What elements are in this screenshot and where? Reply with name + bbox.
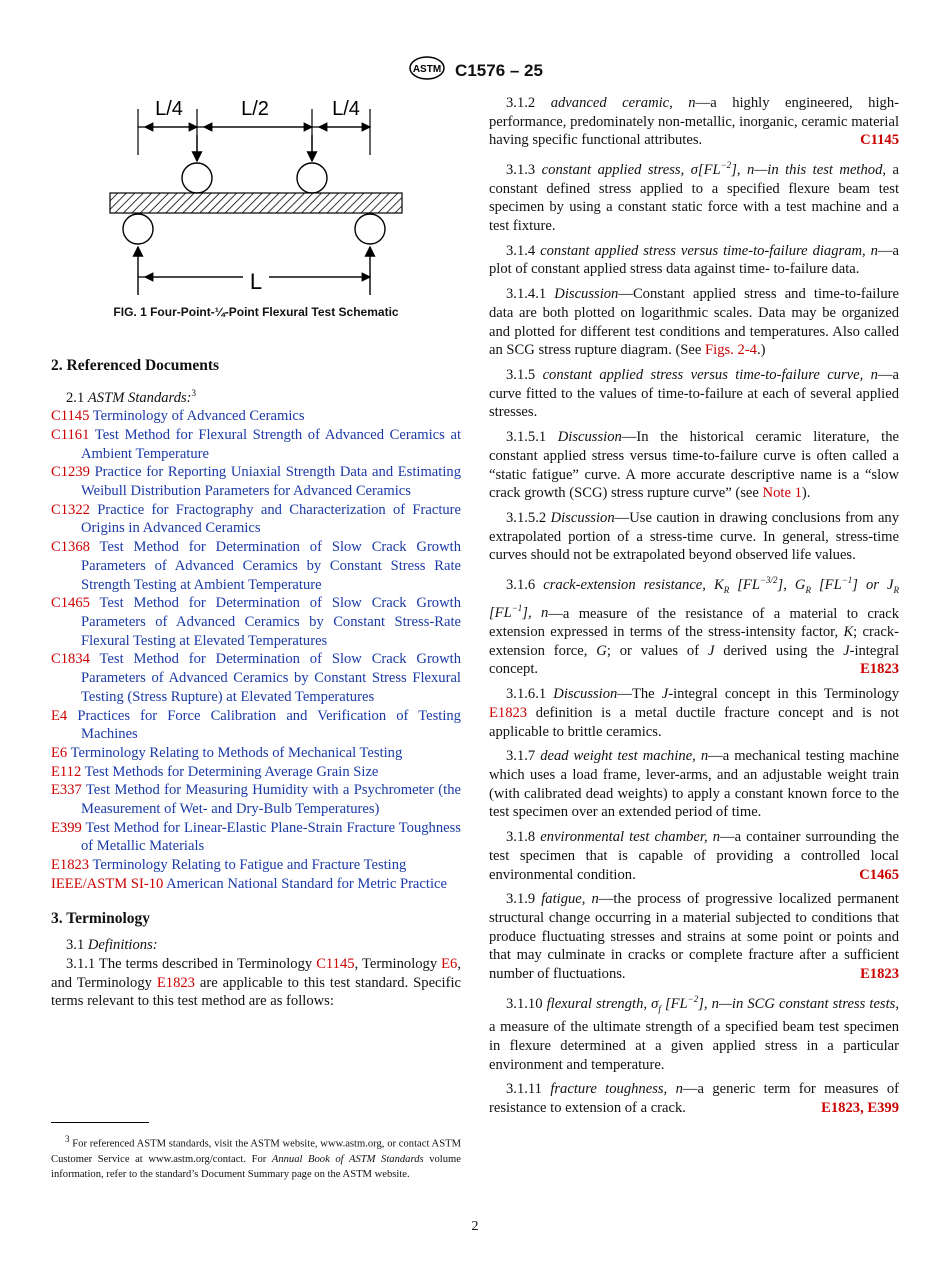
link-e1823[interactable]: E1823	[156, 974, 195, 991]
reference-code[interactable]: C1161	[51, 426, 90, 443]
reference-code[interactable]: C1368	[51, 539, 90, 556]
tag-c1145[interactable]: C1145	[860, 132, 899, 149]
paragraph-3-1-5: 3.1.5 constant applied stress versus time-to-failure curve, n—a curve fitted to the values of time-to-failure at each of several applied stresses.	[489, 367, 899, 421]
link-e1823-inline[interactable]: E1823	[489, 704, 528, 721]
reference-item[interactable]	[51, 856, 461, 875]
reference-code[interactable]: C1239	[51, 464, 90, 481]
paragraph-3-1-11: 3.1.11 fracture toughness, n—a generic term for measures of resistance to extension of a crack. E1823, E399	[489, 1081, 900, 1116]
reference-item[interactable]	[51, 744, 461, 763]
reference-code[interactable]: C1465	[51, 595, 90, 612]
reference-item[interactable]	[51, 707, 461, 744]
dim-label-center: L/2	[241, 98, 269, 120]
footnote-rule	[51, 1122, 149, 1123]
paragraph-3-1-9: 3.1.9 fatigue, n—the process of progressive localized permanent structural change occurring in a material subjected to conditions that produce fluctuating stresses and strains at some point or points and that may culminate in cracks or complete fracture after a sufficient number of fluctuations. E1823	[489, 891, 899, 983]
tag-e1823[interactable]: E1823	[860, 661, 899, 678]
reference-code[interactable]: C1145	[51, 408, 90, 425]
paragraph-3-1-1: 3.1.1 The terms described in Terminology C1145, Terminology E6, and Terminology E1823 are applicable to this test standard. Specific terms relevant to this test method are as follows:	[51, 955, 462, 1010]
paragraph-3-1-3: 3.1.3 constant applied stress, $\sigma[FL^{-2}]$, n—in this test method, a constant defined stress applied to a specified flexure beam test specimen by using a constant static force with a test machine and a test fixture.	[489, 160, 899, 235]
reference-title[interactable]: Terminology Relating to Fatigue and Fracture Testing	[92, 857, 407, 874]
paragraph-3-1-5-2: 3.1.5.2 Discussion—Use caution in drawing conclusions from any extrapolated portion of a stress-time curve. In general, stress-time curves should not be extrapolated beyond observed life values.	[489, 509, 900, 564]
right-column	[489, 94, 899, 1124]
dim-label-left: L/4	[155, 98, 183, 120]
reference-list	[51, 407, 461, 893]
reference-title[interactable]: Test Methods for Determining Average Grain Size	[84, 763, 379, 780]
tag-c1465[interactable]: C1465	[859, 866, 899, 883]
reference-code[interactable]: C1834	[51, 651, 90, 668]
link-e6[interactable]: E6	[441, 955, 458, 972]
reference-code[interactable]: C1322	[51, 501, 90, 518]
reference-code[interactable]: E112	[51, 763, 82, 780]
link-figs-2-4[interactable]: Figs. 2-4	[705, 342, 757, 359]
reference-item[interactable]	[51, 781, 461, 818]
reference-item[interactable]	[51, 501, 461, 538]
section-2-heading: 2. Referenced Documents	[51, 357, 220, 374]
reference-item[interactable]	[51, 875, 461, 894]
tag-e1823-e399[interactable]: E1823, E399	[821, 1100, 899, 1116]
reference-title[interactable]: Terminology of Advanced Ceramics	[92, 408, 305, 425]
reference-code[interactable]: E337	[51, 782, 82, 799]
reference-code[interactable]: E4	[51, 707, 68, 724]
reference-title[interactable]: Test Method for Linear-Elastic Plane-Strain Fracture Toughness of Metallic Materials	[81, 819, 461, 855]
reference-title[interactable]: Practice for Reporting Uniaxial Strength Data and Estimating Weibull Distribution Parameters for Advanced Ceramics	[81, 464, 461, 500]
reference-item[interactable]	[51, 407, 461, 426]
reference-title[interactable]: Terminology Relating to Methods of Mechanical Testing	[70, 744, 403, 761]
paragraph-3-1-5-1: 3.1.5.1 Discussion—In the historical ceramic literature, the constant applied stress versus time-to-failure curve is often called a “static fatigue” curve. A more accurate descriptive name is a “slow crack growth (SCG) stress rupture curve” (see Note 1).	[489, 429, 899, 502]
reference-title[interactable]: American National Standard for Metric Practice	[166, 875, 447, 892]
paragraph-3-1-2: 3.1.2 advanced ceramic, n—a highly engineered, high-performance, predominately non-metallic, inorganic, ceramic material having specific functional attributes. C1145	[489, 95, 899, 149]
reference-title[interactable]: Test Method for Determination of Slow Crack Growth Parameters of Advanced Ceramics by Constant Stress-Rate Flexural Testing at Elevated Temperatures	[81, 595, 461, 649]
footnote: $^3$ For referenced ASTM standards, visit the ASTM website, www.astm.org, or contact ASTM Customer Service at www.astm.org/contact. For Annual Book of ASTM Standards volume information, refer to the standard’s Document Summary page on the ASTM website.	[51, 1134, 461, 1180]
reference-code[interactable]: E6	[51, 744, 68, 761]
astm-logo-icon	[407, 56, 447, 85]
dim-label-right: L/4	[332, 98, 360, 120]
section-3-1: 3.1 Definitions:	[66, 937, 158, 954]
reference-code[interactable]: IEEE/ASTM SI-10	[51, 875, 164, 892]
span-label: L	[249, 269, 263, 294]
reference-item[interactable]	[51, 819, 461, 856]
reference-code[interactable]: E399	[51, 819, 82, 836]
reference-item[interactable]	[51, 463, 461, 500]
reference-title[interactable]: Test Method for Flexural Strength of Advanced Ceramics at Ambient Temperature	[81, 426, 461, 462]
reference-title[interactable]: Test Method for Measuring Humidity with a Psychrometer (the Measurement of Wet- and Dry-Bulb Temperatures)	[81, 782, 461, 818]
reference-code[interactable]: E1823	[51, 857, 90, 874]
tag-e1823-fatigue[interactable]: E1823	[860, 966, 899, 983]
figure-caption: FIG. 1 Four-Point-¼-Point Flexural Test Schematic	[113, 305, 399, 319]
paragraph-3-1-8: 3.1.8 environmental test chamber, n—a container surrounding the test specimen that is capable of providing a controlled local environmental condition. C1465	[489, 829, 900, 883]
reference-item[interactable]	[51, 426, 461, 463]
paragraph-3-1-10: 3.1.10 flexural strength, $\sigma_f$ $[FL^{-2}]$, n—in SCG constant stress tests, a measure of the ultimate strength of a specified beam test specimen in flexure determined at a given applied stress in a particular environment and temperature.	[489, 993, 900, 1073]
section-3-heading: 3. Terminology	[51, 909, 151, 927]
reference-item[interactable]	[51, 594, 461, 650]
reference-item[interactable]	[51, 650, 461, 706]
paragraph-3-1-4-1: 3.1.4.1 Discussion—Constant applied stress and time-to-failure data are both plotted on logarithmic scales. Data may be organized and plotted for different test conditions and temperatures. Also called an SCG stress rupture diagram. (See Figs. 2-4.)	[489, 286, 900, 359]
link-c1145[interactable]: C1145	[316, 955, 355, 972]
left-column	[51, 357, 461, 1011]
reference-title[interactable]: Test Method for Determination of Slow Crack Growth Parameters of Advanced Ceramics by Constant Stress Flexural Testing (Stress Rupture) at Elevated Temperatures	[81, 651, 461, 705]
paragraph-3-1-6-1: 3.1.6.1 Discussion—The J-integral concept in this Terminology E1823 definition is a metal ductile fracture concept and is not applicable to brittle ceramics.	[489, 686, 899, 740]
reference-item[interactable]	[51, 763, 461, 782]
svg-text:ASTM: ASTM	[412, 64, 442, 75]
section-2-1: 2.1 ASTM Standards:$^3$	[66, 387, 197, 406]
paragraph-3-1-7: 3.1.7 dead weight test machine, n—a mechanical testing machine which uses a load frame, lever-arms, and an adjustable weight train (with calibrated dead weights) to apply a constant known force to the test specimen over an extended period of time.	[489, 748, 899, 821]
reference-item[interactable]	[51, 538, 461, 594]
four-point-bend-schematic	[105, 95, 410, 300]
page-number: 2	[471, 1219, 479, 1234]
standard-designation: C1576 – 25	[455, 60, 543, 80]
paragraph-3-1-6: 3.1.6 crack-extension resistance, $K_R$ $[FL^{-3/2}]$, $G_R$ $[FL^{-1}]$ or $J_R$ $[FL^{-1}]$, n—a measure of the resistance of a material to crack extension expressed in terms of the stress-intensity factor, K; crack-extension force, G; or values of J derived using the J-integral concept. E1823	[489, 575, 900, 678]
page-header	[0, 56, 950, 82]
reference-title[interactable]: Practice for Fractography and Characterization of Fracture Origins in Advanced Ceramics	[81, 501, 462, 537]
reference-title[interactable]: Test Method for Determination of Slow Crack Growth Parameters of Advanced Ceramics by Constant Stress Rate Strength Testing at Ambient Temperature	[81, 539, 461, 593]
link-note-1[interactable]: Note 1	[762, 485, 802, 502]
paragraph-3-1-4: 3.1.4 constant applied stress versus time-to-failure diagram, n—a plot of constant applied stress data against time- to-failure data.	[489, 242, 899, 278]
reference-title[interactable]: Practices for Force Calibration and Verification of Testing Machines	[77, 707, 461, 743]
